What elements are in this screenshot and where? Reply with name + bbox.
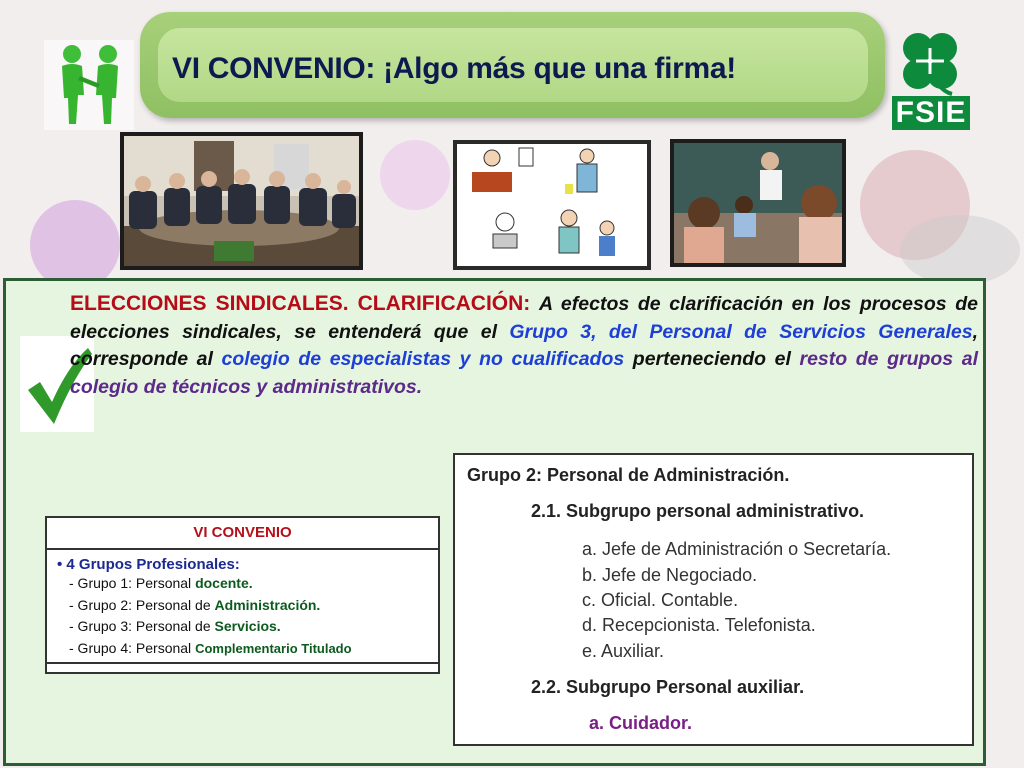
convenio-header: VI CONVENIO [47, 518, 438, 550]
list-item: d. Recepcionista. Telefonista. [582, 615, 816, 635]
convenio-row: - Grupo 2: Personal de Administración. [69, 596, 321, 613]
convenio-row: - Grupo 4: Personal Complementario Titulado [69, 639, 352, 656]
resto-reference: resto de grupos al colegio de técnicos y administrativos. [70, 348, 978, 398]
clarification-paragraph [70, 290, 978, 401]
cuidador-item: a. Cuidador. [589, 713, 693, 733]
colegio-reference: colegio de especialistas y no cualificados [221, 348, 625, 370]
pictograms-image [453, 140, 651, 270]
grupo2-box [453, 453, 974, 746]
group3-reference: Grupo 3, del Personal de Servicios Generales [509, 320, 973, 343]
convenio-subheading: • 4 Grupos Profesionales: [57, 556, 240, 573]
subgroup-auxiliar: 2.2. Subgrupo Personal auxiliar. [531, 677, 805, 697]
classroom-photo [670, 139, 846, 267]
list-item: a. Jefe de Administración o Secretaría. [582, 539, 892, 559]
list-item: c. Oficial. Contable. [582, 590, 739, 610]
background-figure [900, 215, 1020, 285]
list-item: e. Auxiliar. [582, 641, 665, 661]
clarification-mid: , corresponde al [70, 320, 979, 370]
page-title: VI CONVENIO: ¡Algo más que una firma! [172, 52, 736, 85]
convenio-row: - Grupo 1: Personal docente. [69, 575, 253, 591]
grupo2-title: Grupo 2: Personal de Administración. [467, 465, 790, 485]
convenio-row: - Grupo 3: Personal de Servicios. [69, 618, 281, 634]
background-figure [380, 140, 450, 210]
list-item: b. Jefe de Negociado. [582, 565, 758, 585]
convenio-table [45, 516, 440, 674]
convenio-divider [47, 662, 438, 664]
meeting-photo [120, 132, 363, 270]
clarification-lead: A efectos de clarificación en los procesos de elecciones sindicales, se entenderá que el [70, 293, 978, 343]
clarification-heading: ELECCIONES SINDICALES. CLARIFICACIÓN: [70, 292, 531, 315]
logo-text: FSIE [892, 96, 970, 130]
handshake-figures-icon [44, 40, 134, 130]
background-figure [30, 200, 120, 290]
subgroup-administrativo: 2.1. Subgrupo personal administrativo. [531, 501, 865, 521]
clarification-perteneciendo: perteneciendo el [632, 348, 791, 370]
